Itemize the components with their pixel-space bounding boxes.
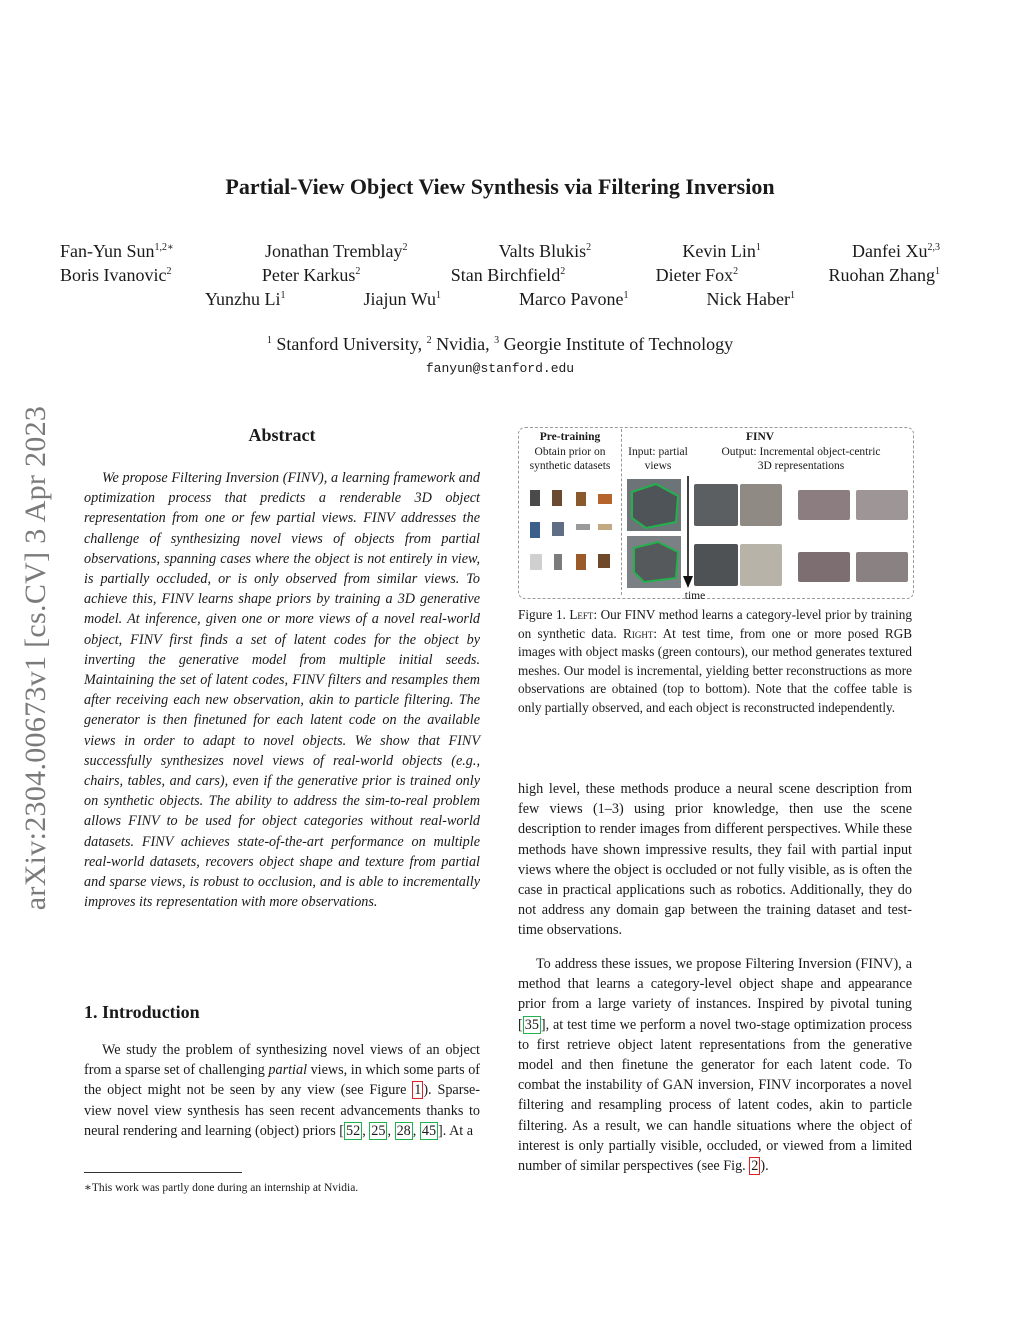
chair-thumbnail: [552, 490, 562, 506]
table-reconstruction: [798, 552, 850, 582]
footnote: ∗This work was partly done during an internship at Nvidia.: [84, 1182, 359, 1194]
table-reconstruction: [798, 490, 850, 520]
author: Valts Blukis$^2$: [498, 241, 592, 261]
finv-title: FINV: [745, 431, 775, 443]
citation-link[interactable]: 52: [346, 1122, 361, 1139]
figure-divider: [621, 429, 622, 595]
author: Kevin Lin$^1$: [682, 241, 761, 261]
author: Stan Birchfield$^2$: [450, 265, 566, 285]
chair-thumbnail: [576, 492, 586, 506]
synthetic-objects-grid: [524, 486, 618, 582]
author: Jiajun Wu$^1$: [363, 289, 441, 309]
intro-heading: 1. Introduction: [84, 1002, 200, 1022]
output-label: Output: Incremental object-centric 3D representations: [721, 446, 881, 472]
chair-thumbnail: [530, 554, 542, 570]
citation-link[interactable]: 45: [421, 1122, 437, 1139]
abstract-heading: Abstract: [248, 425, 316, 445]
author: Fan-Yun Sun$^{1,2∗}$: [60, 241, 174, 261]
intro-text: We study the problem of synthesizing novel views of an object from a sparse set of challenging partial views, in which some parts of the object might not be seen by any view (see Figure 1 ). Sparse-view novel view synthesis has seen recent advancements thanks to neural rendering and learning (object) priors [ 52 , 25 , 28 , 45 ]. At a: [84, 1042, 481, 1139]
chair-thumbnail: [554, 554, 562, 570]
author-row-2: [60, 265, 940, 286]
figure-1-caption: Figure 1. Left: Our FINV method learns a category-level prior by training on synthetic data. Right: At test time, from one or more posed RGB images with object masks (green contours), our method generates textured meshes. Our model is incremental, yielding better reconstructions as more observations are obtained (top to bottom). Note that the coffee table is only partially observed, and each object is reconstructed independently.: [518, 607, 913, 715]
object-mask-contour: [634, 542, 678, 582]
chair-thumbnail: [598, 554, 610, 568]
author: Marco Pavone$^1$: [519, 289, 629, 309]
chair-thumbnail: [598, 494, 612, 504]
figure-2-link[interactable]: 2: [751, 1158, 759, 1175]
time-label: time: [684, 590, 706, 602]
footnote-rule: [84, 1172, 242, 1173]
author-row-1: [60, 241, 940, 262]
sofa-reconstruction: [694, 544, 738, 586]
table-reconstruction: [856, 490, 908, 520]
paper-title: Partial-View Object View Synthesis via Filtering Inversion: [225, 174, 775, 199]
author: Dieter Fox$^2$: [655, 265, 739, 285]
author-row-3: [205, 289, 795, 310]
figure-1-link[interactable]: 1: [414, 1082, 422, 1099]
author: Peter Karkus$^2$: [261, 265, 361, 285]
pretraining-title: Pre-training: [539, 431, 601, 443]
chair-reconstruction: [740, 484, 782, 526]
author: Nick Haber$^1$: [706, 289, 795, 309]
author: Ruohan Zhang$^1$: [828, 265, 940, 285]
citation-link[interactable]: 28: [396, 1122, 411, 1139]
author: Yunzhu Li$^1$: [205, 289, 286, 309]
chair-thumbnail: [530, 522, 540, 538]
right-paragraph-1: high level, these methods produce a neural scene description from few views (1–3) using prior knowledge, then use the scene description to render images from different perspectives. While these methods have shown impressive results, they fail with partial input views where the object is occluded or not fully visible, as is often the case in practical applications such as robotics. Additionally, they do not address any domain gap between the training dataset and test-time observations.: [518, 781, 912, 939]
author-email[interactable]: fanyun@stanford.edu: [425, 361, 575, 376]
input-views: [626, 478, 682, 590]
time-arrow: [681, 476, 695, 592]
citation-link[interactable]: 35: [524, 1016, 539, 1033]
arxiv-id: arXiv:2304.00673v1 [cs.CV] 3 Apr 2023: [19, 405, 52, 910]
author: Danfei Xu$^{2,3}$: [852, 241, 940, 261]
chair-reconstruction: [740, 544, 782, 586]
chair-thumbnail: [530, 490, 540, 506]
right-paragraph-2: To address these issues, we propose Filtering Inversion (FINV), a method that learns a category-level object shape and appearance prior from a large variety of instances. Inspired by pivotal tuning [ 35 ], at test time we perform a novel two-stage optimization process to first retrieve object latent representations from the generative model and then finetune the generator for each latent code. To combat the instability of GAN inversion, FINV incorporates a novel filtering and resampling process of latent codes, akin to particle filtering. As a result, we can handle situations where the object of interest is only partially visible, occluded, or viewed from a limited number of similar perspectives (see Fig. 2 ).: [518, 956, 912, 1175]
table-thumbnail: [576, 524, 590, 530]
author: Boris Ivanovic$^2$: [60, 265, 172, 285]
arxiv-stamp: [10, 355, 62, 960]
table-reconstruction: [856, 552, 908, 582]
affiliations: $^1$ Stanford University, $^2$ Nvidia, $^3$ Georgie Institute of Technology: [266, 334, 734, 354]
chair-thumbnail: [552, 522, 564, 536]
abstract-text: We propose Filtering Inversion (FINV), a learning framework and optimization process that predicts a renderable 3D object representation from one or few partial views. FINV addresses the challenge of synthesizing novel views of objects from partial observations, spanning cases where the object is not entirely in view, is partially occluded, or is only observed from similar views. To achieve this, FINV learns shape priors by training a 3D generative model. At inference, given one or more views of a novel real-world object, FINV first finds a set of latent codes for the object by inverting the generative model from multiple initial seeds. Maintaining the set of latent codes, FINV filters and resamples them after receiving each new observation, akin to particle filtering. The generator is then finetuned for each latent code on the available views in order to adapt to novel objects. We show that FINV successfully synthesizes novel views of real-world objects (e.g., chairs, tables, and cars), even if the generative prior is trained only on synthetic objects. The ability to address the sim-to-real problem allows FINV to be used for object categories without real-world datasets. FINV achieves state-of-the-art performance on multiple real-world datasets, recovers object shape and texture from partial and sparse views, is robust to occlusion, and is able to incrementally improves its representation with more observations.: [84, 470, 480, 911]
author: Jonathan Tremblay$^2$: [264, 241, 408, 261]
input-label: Input: partial views: [628, 446, 688, 472]
citation-link[interactable]: 25: [371, 1122, 386, 1139]
table-thumbnail: [598, 524, 612, 530]
sofa-reconstruction: [694, 484, 738, 526]
chair-thumbnail: [576, 554, 586, 570]
pretraining-subtitle: Obtain prior on synthetic datasets: [529, 446, 611, 472]
